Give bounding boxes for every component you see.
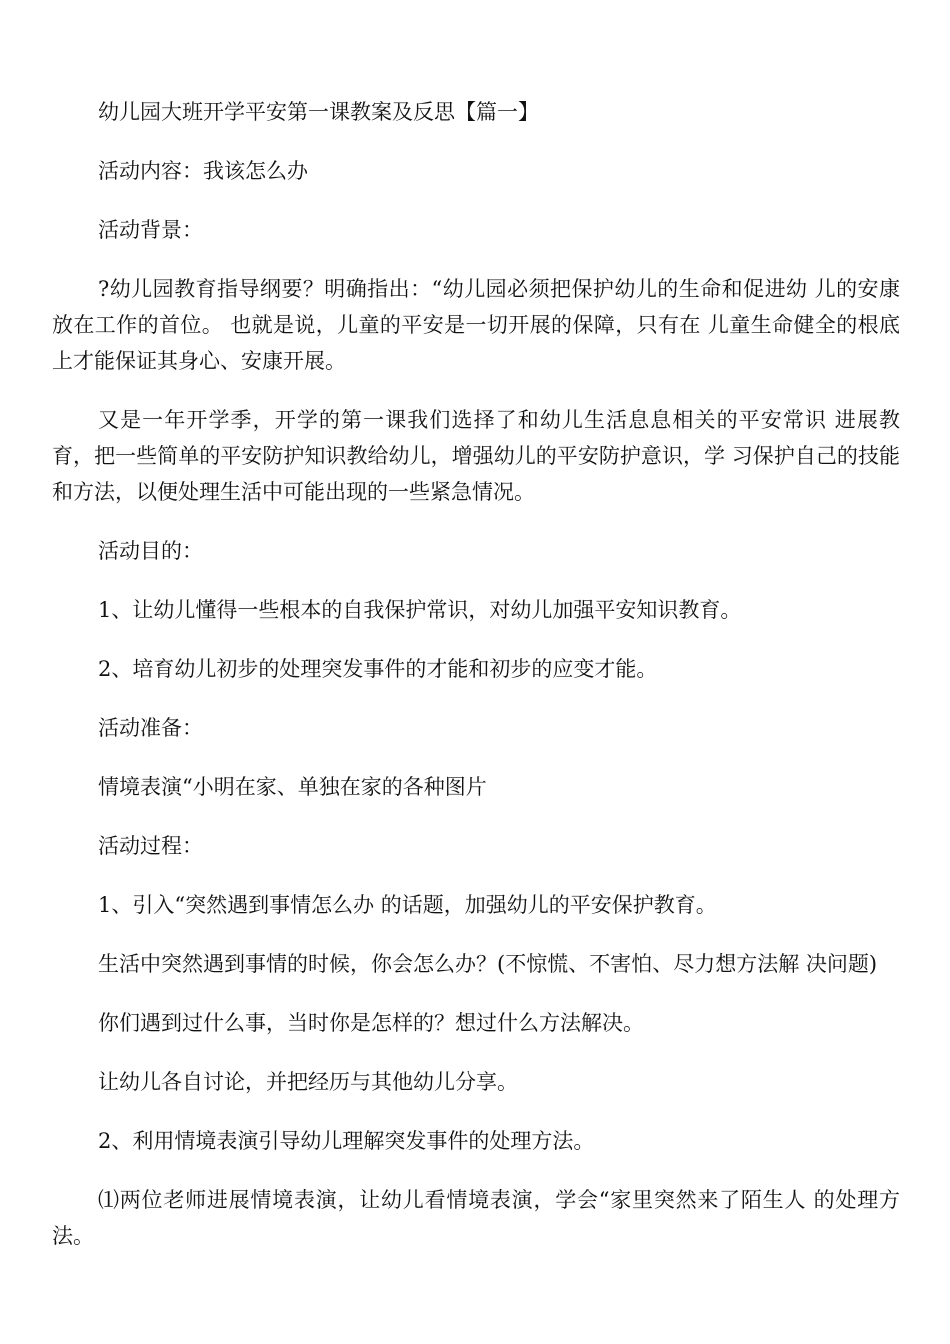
section-heading-background: 活动背景： bbox=[98, 218, 203, 242]
goal-item-2: 2、培育幼儿初步的处理突发事件的才能和初步的应变才能。 bbox=[98, 657, 658, 681]
process-paragraph-roleplay: ⑴两位老师进展情境表演，让幼儿看情境表演，学会“家里突然来了陌生人 的处理方法。 bbox=[52, 1188, 900, 1248]
section-heading-goals: 活动目的： bbox=[98, 539, 203, 563]
activity-content: 活动内容：我该怎么办 bbox=[98, 159, 308, 183]
process-step-2: 2、利用情境表演引导幼儿理解突发事件的处理方法。 bbox=[98, 1129, 595, 1153]
process-paragraph-question: 生活中突然遇到事情的时候，你会怎么办？(不惊慌、不害怕、尽力想方法解 决问题) bbox=[98, 952, 878, 976]
document-body bbox=[52, 94, 900, 1254]
process-step-1: 1、引入“突然遇到事情怎么办 的话题，加强幼儿的平安保护教育。 bbox=[98, 893, 717, 917]
background-paragraph-2: 又是一年开学季，开学的第一课我们选择了和幼儿生活息息相关的平安常识 进展教育，把一些简单的平安防护知识教给幼儿，增强幼儿的平安防护意识，学 习保护自己的技能和方法，以便处理生活中可能出现的一些紧急情况。 bbox=[52, 408, 900, 504]
process-paragraph-experience: 你们遇到过什么事，当时你是怎样的？想过什么方法解决。 bbox=[98, 1011, 644, 1035]
preparation-text: 情境表演“小明在家、单独在家的各种图片 bbox=[98, 775, 487, 799]
section-heading-preparation: 活动准备： bbox=[98, 716, 203, 740]
document-title: 幼儿园大班开学平安第一课教案及反思【篇一】 bbox=[98, 100, 539, 124]
goal-item-1: 1、让幼儿懂得一些根本的自我保护常识，对幼儿加强平安知识教育。 bbox=[98, 598, 742, 622]
section-heading-process: 活动过程： bbox=[98, 834, 203, 858]
process-paragraph-discussion: 让幼儿各自讨论，并把经历与其他幼儿分享。 bbox=[98, 1070, 518, 1094]
background-paragraph-1: ?幼儿园教育指导纲要？明确指出：“幼儿园必须把保护幼儿的生命和促进幼 儿的安康放在工作的首位。 也就是说，儿童的平安是一切开展的保障，只有在 儿童生命健全的根底上才能保证其身心、安康开展。 bbox=[52, 277, 900, 373]
